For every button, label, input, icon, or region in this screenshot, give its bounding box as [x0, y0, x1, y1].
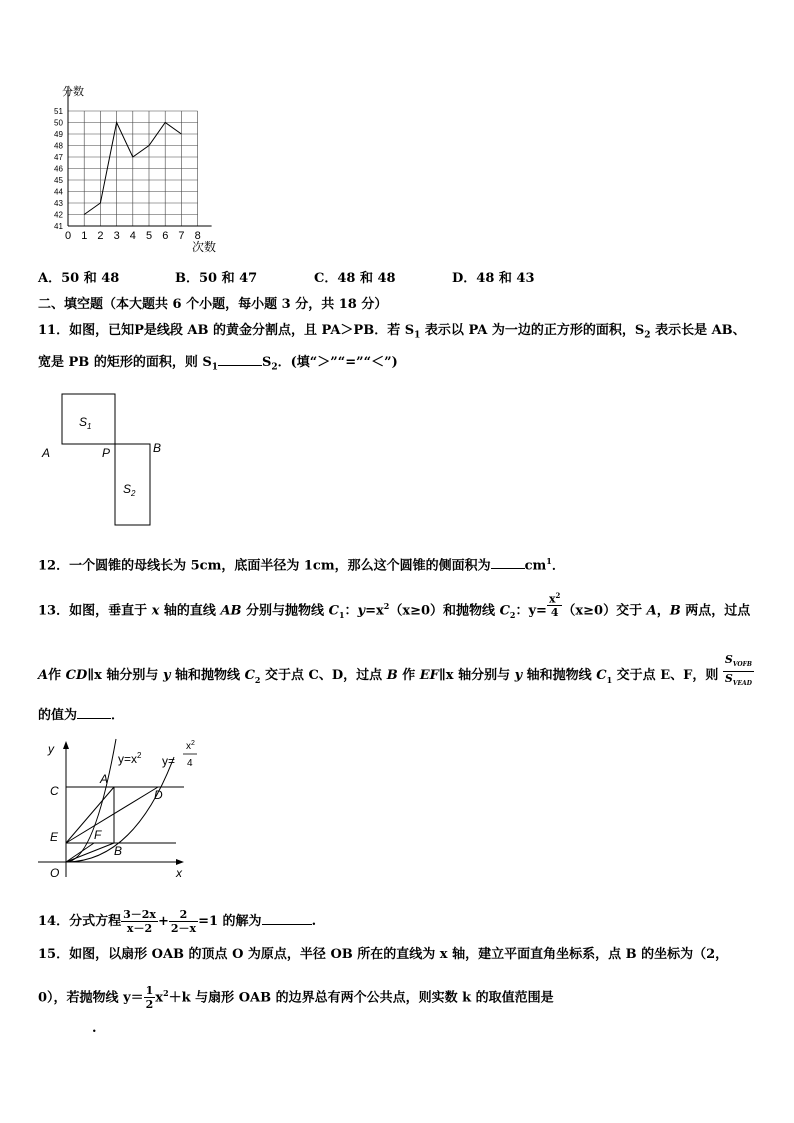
option-b: B．50 和 47 — [175, 271, 258, 286]
square-s1 — [62, 394, 115, 444]
label-x: x — [176, 866, 182, 880]
q14-text: 14．分式方程 $\frac{3-2x}{x-2}$ + $\frac{2}{2-x}$ =1 的解为 . — [38, 908, 317, 935]
option-a: A．50 和 48 — [38, 271, 120, 286]
option-c: C．48 和 48 — [314, 271, 396, 286]
y-tick-label: 41 — [54, 222, 63, 231]
y-axis-label: 分数 — [62, 86, 84, 98]
y-tick-label: 48 — [54, 141, 63, 151]
y-tick-label: 43 — [54, 199, 63, 208]
x-tick-label: 1 — [81, 230, 88, 242]
label-d: D — [154, 788, 163, 802]
q11-line1: 11．如图，已知P是线段 AB 的黄金分割点，且 PA＞PB．若 $S_1$ 表示以 PA 为一边的正方形的面积，$S_2$ 表示长是 AB、 — [38, 323, 746, 341]
q13-line3: 的值为 ． — [38, 708, 125, 723]
y-tick-label: 46 — [54, 164, 63, 174]
y-tick-label: 45 — [54, 176, 63, 185]
label-curve1: $y=x^2$ — [118, 751, 142, 766]
label-curve2: y= — [162, 754, 176, 768]
option-d: D．48 和 43 — [452, 271, 535, 286]
q15-line1: 15．如图，以扇形 OAB 的顶点 O 为原点，半径 OB 所在的直线为 x 轴，建立平面直角坐标系，点 B 的坐标为（2， — [38, 947, 729, 962]
y-tick-label: 47 — [54, 153, 63, 162]
q13-line1: 13．如图，垂直于 x 轴的直线 AB 分别与抛物线 $C_1$：$y=x^2(x\ge 0)$和抛物线 $C_2$：y= $\frac{x^2}{4}$ （x≥0）交于 A，B 两点，过点 — [38, 590, 751, 620]
q15-line2: 0），若抛物线 y＝ $\frac{1}{2}$ $x^2+k$ 与扇形 OAB 的边界总有两个公共点，则实数 k 的取值范围是 — [38, 984, 554, 1012]
x-tick-label: 2 — [97, 230, 104, 242]
q13-figure — [34, 735, 204, 885]
y-tick-label: 51 — [54, 107, 63, 116]
q14-answer-blank[interactable] — [262, 924, 312, 925]
label-a: A — [42, 446, 51, 460]
label-c: C — [50, 784, 59, 798]
label-s2: $S_2$ — [123, 482, 136, 498]
q12-answer-blank[interactable] — [491, 568, 525, 569]
q13-answer-blank[interactable] — [77, 718, 111, 719]
label-a: A — [100, 772, 109, 786]
label-b: B — [153, 441, 162, 455]
x-tick-label: 5 — [146, 230, 153, 242]
label-b: B — [114, 844, 123, 858]
rectangle-s2 — [115, 444, 150, 525]
q15-end-dot: . — [92, 1021, 97, 1036]
section-title: 二、填空题（本大题共 6 个小题，每小题 3 分，共 18 分） — [38, 297, 388, 312]
q11-answer-blank[interactable] — [218, 365, 262, 366]
label-s1: $S_1$ — [79, 415, 92, 431]
y-tick-label: 44 — [54, 187, 63, 197]
label-p: P — [102, 446, 111, 460]
x-axis-label: 次数 — [192, 240, 217, 254]
score-line-chart — [30, 80, 230, 260]
x-tick-label: 4 — [129, 230, 136, 242]
label-o: O — [50, 866, 60, 880]
q11-line2: 宽是 PB 的矩形的面积，则 $S_1$ $S_2$．(填“＞”“=”“＜”) — [38, 355, 398, 373]
y-tick-label: 42 — [54, 210, 63, 220]
x-tick-label: 6 — [162, 230, 169, 242]
label-curve2-num: $x^2$ — [186, 740, 195, 752]
x-tick-label: 7 — [178, 230, 185, 242]
label-y: y — [48, 742, 54, 756]
x-tick-label: 8 — [194, 230, 201, 242]
x-tick-label: 0 — [65, 230, 72, 242]
y-tick-label: 49 — [54, 130, 63, 139]
q11-figure — [38, 390, 188, 530]
label-e: E — [50, 830, 59, 844]
q13-line2: A作 CD∥x 轴分别与 y 轴和抛物线 $C_2$ 交于点 C、D，过点 B 作 EF∥x 轴分别与 y 轴和抛物线 $C_1$ 交于点 E、F，则 $\frac{S_{VOFB}}{S_{VEAD}}$ — [38, 653, 752, 688]
q12-text: 12．一个圆锥的母线长为 5cm，底面半径为 1cm，那么这个圆锥的侧面积为 $cm^1$． — [38, 556, 565, 574]
y-tick-label: 50 — [54, 118, 63, 128]
label-curve2-den: 4 — [187, 758, 193, 769]
x-tick-label: 3 — [113, 230, 120, 242]
label-f: F — [94, 828, 102, 842]
